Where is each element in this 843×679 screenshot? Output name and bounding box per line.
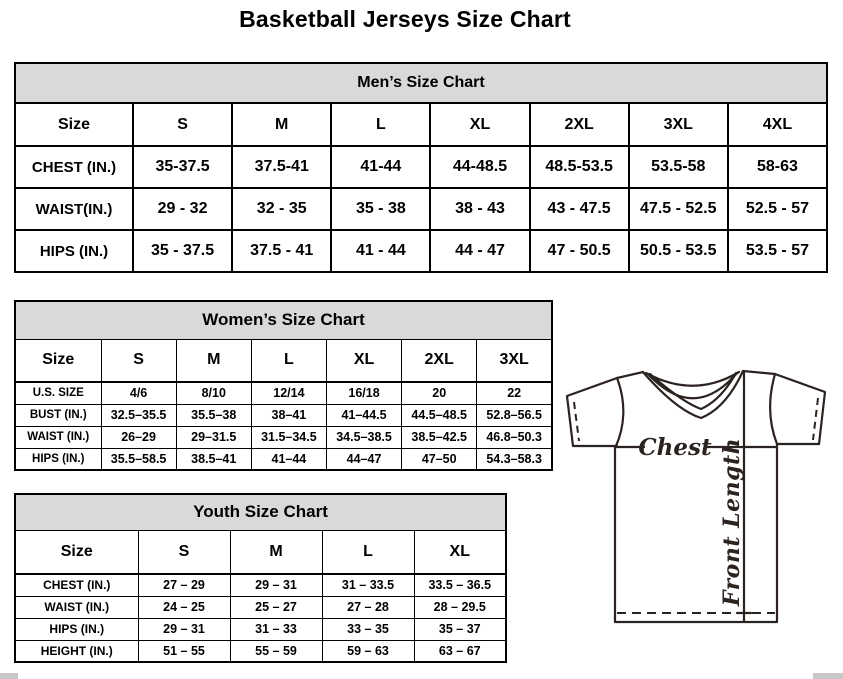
table-cell: 29–31.5 xyxy=(176,426,251,448)
table-cell: 27 – 29 xyxy=(138,574,230,596)
jersey-sleeve-left xyxy=(567,378,617,446)
jersey-measurement-diagram xyxy=(560,356,840,631)
table-cell: 16/18 xyxy=(326,382,401,404)
table-cell: 51 – 55 xyxy=(138,640,230,662)
table-cell: 47–50 xyxy=(402,448,477,470)
table-row xyxy=(15,448,552,470)
column-header: 2XL xyxy=(402,339,477,382)
table-cell: 59 – 63 xyxy=(322,640,414,662)
row-label: BUST (IN.) xyxy=(15,404,101,426)
table-cell: 31 – 33.5 xyxy=(322,574,414,596)
column-header: 4XL xyxy=(728,103,827,146)
table-cell: 53.5 - 57 xyxy=(728,230,827,272)
table-cell: 32 - 35 xyxy=(232,188,331,230)
table-cell: 32.5–35.5 xyxy=(101,404,176,426)
table-cell: 20 xyxy=(402,382,477,404)
column-header: Size xyxy=(15,530,138,574)
table-header-row xyxy=(15,530,506,574)
table-row xyxy=(15,574,506,596)
front-length-label: Front Length xyxy=(719,437,745,607)
table-cell: 35.5–58.5 xyxy=(101,448,176,470)
row-label: HIPS (IN.) xyxy=(15,618,138,640)
jersey-sleeve-right xyxy=(775,374,825,444)
table-caption-row xyxy=(15,494,506,530)
table-cell: 29 – 31 xyxy=(230,574,322,596)
column-header: Size xyxy=(15,103,133,146)
table-cell: 52.8–56.5 xyxy=(477,404,552,426)
table-cell: 52.5 - 57 xyxy=(728,188,827,230)
table-cell: 35 - 38 xyxy=(331,188,430,230)
column-header: 3XL xyxy=(629,103,728,146)
womens-size-chart-table xyxy=(14,300,553,471)
table-row xyxy=(15,596,506,618)
jersey-body-outline xyxy=(615,444,777,622)
table-cell: 37.5-41 xyxy=(232,146,331,188)
table-row xyxy=(15,618,506,640)
table-caption: Men’s Size Chart xyxy=(15,63,827,103)
table-cell: 41-44 xyxy=(331,146,430,188)
row-label: CHEST (IN.) xyxy=(15,574,138,596)
table-cell: 33.5 – 36.5 xyxy=(414,574,506,596)
table-caption-row xyxy=(15,63,827,103)
table-header-row xyxy=(15,103,827,146)
mens-size-chart-table xyxy=(14,62,828,273)
table-cell: 55 – 59 xyxy=(230,640,322,662)
column-header: S xyxy=(101,339,176,382)
column-header: M xyxy=(230,530,322,574)
row-label: WAIST(IN.) xyxy=(15,188,133,230)
jersey-shoulder-right xyxy=(743,371,775,374)
table-cell: 41 - 44 xyxy=(331,230,430,272)
column-header: L xyxy=(322,530,414,574)
table-cell: 29 – 31 xyxy=(138,618,230,640)
table-row xyxy=(15,382,552,404)
table-cell: 38.5–42.5 xyxy=(402,426,477,448)
column-header: M xyxy=(176,339,251,382)
table-cell: 12/14 xyxy=(251,382,326,404)
table-cell: 26–29 xyxy=(101,426,176,448)
table-cell: 44-48.5 xyxy=(430,146,529,188)
table-caption: Women’s Size Chart xyxy=(15,301,552,339)
row-label: WAIST (IN.) xyxy=(15,426,101,448)
table-cell: 4/6 xyxy=(101,382,176,404)
table-header-row xyxy=(15,339,552,382)
sleeve-cuff-dashed-left xyxy=(574,402,579,441)
table-cell: 34.5–38.5 xyxy=(326,426,401,448)
column-header: XL xyxy=(326,339,401,382)
row-label: CHEST (IN.) xyxy=(15,146,133,188)
table-cell: 38–41 xyxy=(251,404,326,426)
column-header: Size xyxy=(15,339,101,382)
table-cell: 63 – 67 xyxy=(414,640,506,662)
table-cell: 22 xyxy=(477,382,552,404)
page-title: Basketball Jerseys Size Chart xyxy=(239,6,571,32)
table-cell: 41–44 xyxy=(251,448,326,470)
column-header: L xyxy=(331,103,430,146)
table-cell: 47.5 - 52.5 xyxy=(629,188,728,230)
table-cell: 28 – 29.5 xyxy=(414,596,506,618)
chest-label: Chest xyxy=(638,434,712,461)
table-cell: 53.5-58 xyxy=(629,146,728,188)
column-header: XL xyxy=(430,103,529,146)
table-cell: 58-63 xyxy=(728,146,827,188)
row-label: HEIGHT (IN.) xyxy=(15,640,138,662)
table-row xyxy=(15,188,827,230)
table-row xyxy=(15,640,506,662)
table-cell: 35 – 37 xyxy=(414,618,506,640)
table-cell: 46.8–50.3 xyxy=(477,426,552,448)
row-label: HIPS (IN.) xyxy=(15,448,101,470)
table-cell: 33 – 35 xyxy=(322,618,414,640)
table-cell: 31 – 33 xyxy=(230,618,322,640)
table-cell: 37.5 - 41 xyxy=(232,230,331,272)
table-caption-row xyxy=(15,301,552,339)
row-label: HIPS (IN.) xyxy=(15,230,133,272)
table-cell: 35.5–38 xyxy=(176,404,251,426)
table-row xyxy=(15,230,827,272)
row-label: WAIST (IN.) xyxy=(15,596,138,618)
table-cell: 44–47 xyxy=(326,448,401,470)
table-cell: 43 - 47.5 xyxy=(530,188,629,230)
table-cell: 50.5 - 53.5 xyxy=(629,230,728,272)
table-cell: 44.5–48.5 xyxy=(402,404,477,426)
table-cell: 44 - 47 xyxy=(430,230,529,272)
sleeve-cuff-dashed-right xyxy=(813,398,818,440)
table-cell: 27 – 28 xyxy=(322,596,414,618)
horizontal-scrollbar-fragment-left[interactable] xyxy=(0,673,18,679)
table-cell: 47 - 50.5 xyxy=(530,230,629,272)
jersey-shoulder-left xyxy=(617,372,643,378)
table-caption: Youth Size Chart xyxy=(15,494,506,530)
table-cell: 24 – 25 xyxy=(138,596,230,618)
table-row xyxy=(15,426,552,448)
column-header: L xyxy=(251,339,326,382)
table-cell: 38.5–41 xyxy=(176,448,251,470)
table-cell: 48.5-53.5 xyxy=(530,146,629,188)
table-row xyxy=(15,404,552,426)
table-cell: 41–44.5 xyxy=(326,404,401,426)
table-row xyxy=(15,146,827,188)
column-header: S xyxy=(138,530,230,574)
table-cell: 35-37.5 xyxy=(133,146,232,188)
table-cell: 38 - 43 xyxy=(430,188,529,230)
table-cell: 29 - 32 xyxy=(133,188,232,230)
column-header: S xyxy=(133,103,232,146)
jersey-sleeve-right-seam xyxy=(770,374,777,444)
column-header: 2XL xyxy=(530,103,629,146)
youth-size-chart-table xyxy=(14,493,507,663)
table-cell: 35 - 37.5 xyxy=(133,230,232,272)
jersey-sleeve-left-seam xyxy=(616,378,623,446)
column-header: 3XL xyxy=(477,339,552,382)
column-header: M xyxy=(232,103,331,146)
column-header: XL xyxy=(414,530,506,574)
table-cell: 8/10 xyxy=(176,382,251,404)
table-cell: 25 – 27 xyxy=(230,596,322,618)
row-label: U.S. SIZE xyxy=(15,382,101,404)
horizontal-scrollbar-fragment-right[interactable] xyxy=(813,673,843,679)
table-cell: 54.3–58.3 xyxy=(477,448,552,470)
table-cell: 31.5–34.5 xyxy=(251,426,326,448)
